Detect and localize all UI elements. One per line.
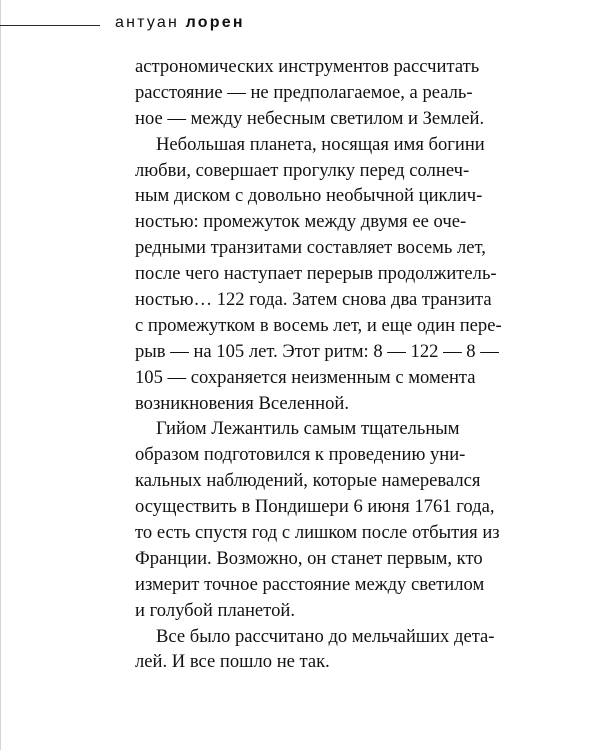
text-line: то есть спустя год с лишком после отбытия из xyxy=(135,522,500,544)
text-line: ное — между небесным светилом и Землей. xyxy=(135,107,485,129)
text-line: расстояние — не предполагаемое, а реаль- xyxy=(135,81,473,103)
text-line: и голубой планетой. xyxy=(135,599,295,621)
text-line: измерит точное расстояние между светилом xyxy=(135,573,485,595)
paragraph xyxy=(135,416,500,623)
paragraph xyxy=(135,132,502,417)
text-line: Гийом Лежантиль самым тщательным xyxy=(156,418,460,440)
header-rule xyxy=(0,25,100,26)
author-last-name: лорен xyxy=(185,14,245,31)
text-line: возникновения Вселенной. xyxy=(135,392,349,414)
author-name xyxy=(115,12,245,34)
text-line: любви, совершает прогулку перед солнеч- xyxy=(135,159,470,181)
text-line: с промежутком в восемь лет, и еще один пере- xyxy=(135,314,502,336)
text-line: рыв — на 105 лет. Этот ритм: 8 — 122 — 8 — xyxy=(135,340,499,362)
text-line: ностью… 122 года. Затем снова два транзита xyxy=(135,289,492,311)
text-line: редными транзитами составляет восемь лет, xyxy=(135,237,486,259)
text-line: астрономических инструментов рассчитать xyxy=(135,56,480,77)
body-text xyxy=(135,54,502,675)
text-line: Все было рассчитано до мельчайших дета- xyxy=(156,625,495,647)
running-head xyxy=(0,0,600,40)
author-first-name: антуан xyxy=(115,14,179,31)
text-line: осуществить в Пондишери 6 июня 1761 года, xyxy=(135,496,495,518)
text-line: ным диском с довольно необычной циклич- xyxy=(135,185,483,207)
text-line: 105 — сохраняется неизменным с момента xyxy=(135,366,476,388)
text-line: кальных наблюдений, которые намеревался xyxy=(135,470,481,492)
text-line: Франции. Возможно, он станет первым, кто xyxy=(135,547,483,569)
text-line: лей. И все пошло не так. xyxy=(135,651,330,673)
text-line: ностью: промежуток между двумя ее оче- xyxy=(135,211,467,233)
text-line: образом подготовился к проведению уни- xyxy=(135,444,466,466)
text-line: Небольшая планета, носящая имя богини xyxy=(156,133,485,155)
paragraph xyxy=(135,624,495,676)
text-line: после чего наступает перерыв продолжитель- xyxy=(135,263,497,285)
paragraph xyxy=(135,54,485,132)
